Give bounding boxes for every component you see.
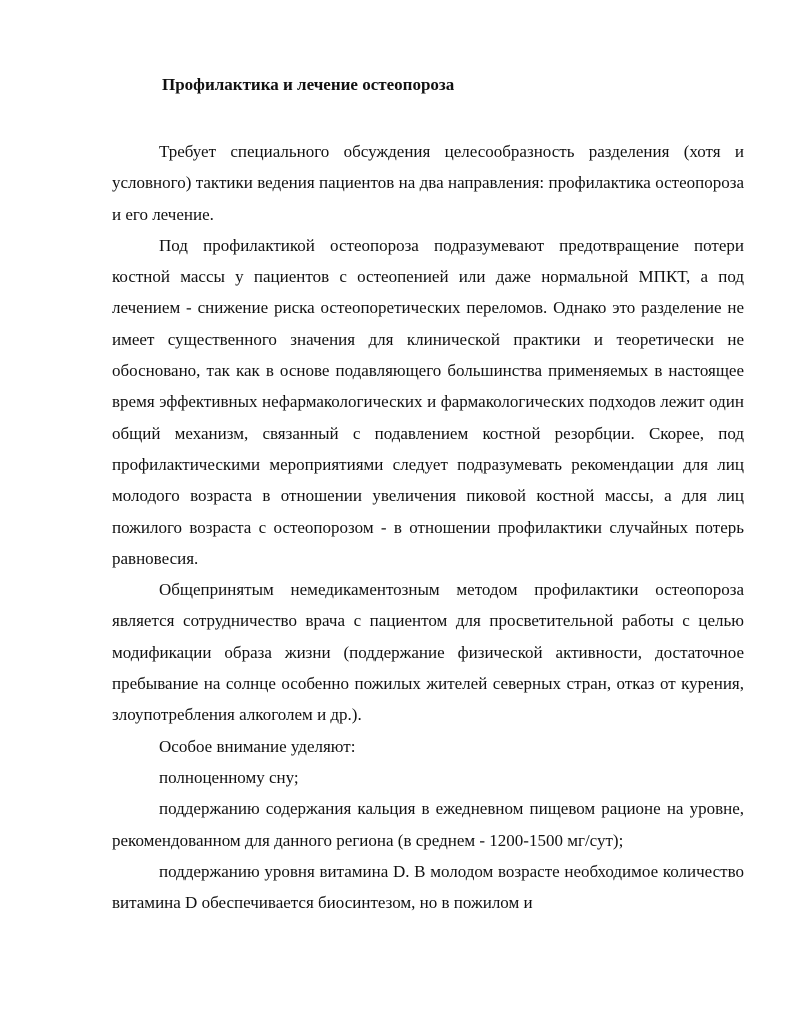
paragraph-6: поддержанию содержания кальция в ежедневном пищевом рационе на уровне, рекомендованном для данного региона (в среднем - 1200-1500 мг/сут);	[112, 799, 744, 850]
document-page	[112, 72, 744, 918]
paragraph-7: поддержанию уровня витамина D. В молодом возрасте необходимое количество витамина D обеспечивается биосинтезом, но в пожилом и	[112, 861, 744, 913]
paragraph-1: Требует специального обсуждения целесообразность разделения (хотя и условного) тактики ведения пациентов на два направления: профилактика остеопороза и его лечение.	[112, 142, 744, 224]
document-title: Профилактика и лечение остеопороза	[162, 75, 455, 94]
paragraph-2: Под профилактикой остеопороза подразумевают предотвращение потери костной массы у пациентов с остеопенией или даже нормальной МПКТ, а под лечением - снижение риска остеопоретических переломов. Однако это разделение не имеет существенного значения для клинической практики и теоретически не обосновано, так как в основе подавляющего большинства применяемых в настоящее время эффективных нефармакологических и фармакологических подходов лежит один общий механизм, связанный с подавлением костной резорбции. Скорее, под профилактическими мероприятиями следует подразумевать рекомендации для лиц молодого возраста в отношении увеличения пиковой костной массы, а для лиц пожилого возраста с остеопорозом - в отношении профилактики случайных потерь равновесия.	[112, 235, 744, 568]
paragraph-3: Общепринятым немедикаментозным методом профилактики остеопороза является сотрудничество врача с пациентом для просветительной работы с целью модификации образа жизни (поддержание физической активности, достаточное пребывание на солнце особенно пожилых жителей северных стран, отказ от курения, злоупотребления алкоголем и др.).	[112, 580, 744, 725]
paragraph-5: полноценному сну;	[159, 767, 299, 787]
paragraph-4: Особое внимание уделяют:	[159, 736, 356, 756]
